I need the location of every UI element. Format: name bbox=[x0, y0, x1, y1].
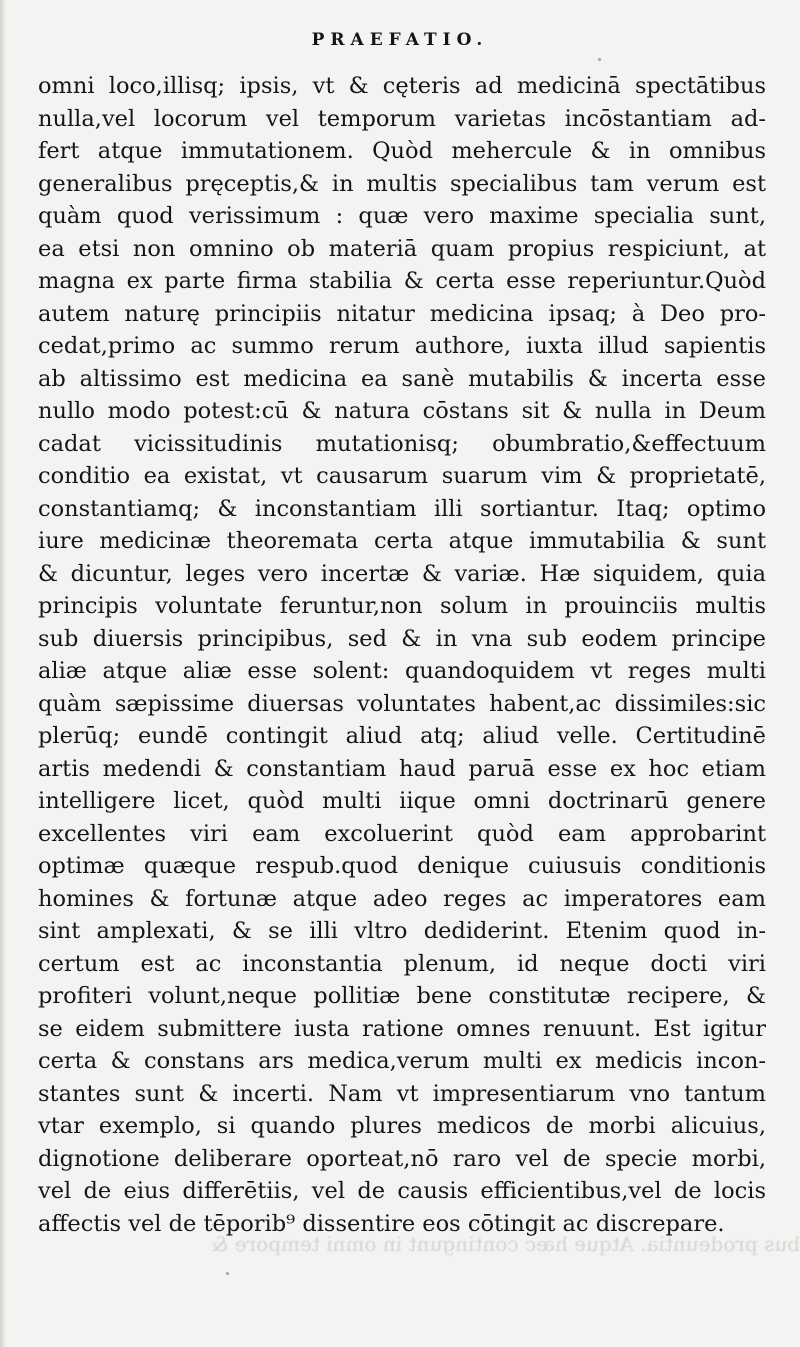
text-line: fert atque immutationem. Quòd mehercule & in omnibus bbox=[38, 138, 766, 164]
text-line: dignotione deliberare oporteat,nō raro vel de specie morbi, bbox=[38, 1145, 766, 1172]
text-line: artis medendi & constantiam haud paruā esse ex hoc etiam bbox=[38, 755, 766, 782]
text-line: generalibus pręceptis,& in multis specialibus tam verum est bbox=[38, 170, 766, 197]
text-line: ab altissimo est medicina ea sanè mutabilis & incerta esse bbox=[38, 365, 766, 392]
bleed-through-text: bus prodeuntia. Atque hæc contingunt in omni tempore & bbox=[210, 1232, 800, 1256]
text-line: certum est ac inconstantia plenum, id neque docti viri bbox=[38, 950, 766, 977]
ink-speck bbox=[598, 58, 601, 61]
text-line: omni loco,illisq; ipsis, vt & cęteris ad medicinā spectātibus bbox=[38, 73, 766, 99]
text-line: intelligere licet, quòd multi iique omni doctrinarū genere bbox=[38, 788, 766, 814]
text-line: nullo modo potest:cū & natura cōstans sit & nulla in Deum bbox=[38, 398, 766, 424]
text-line: quàm sæpissime diuersas voluntates habent,ac dissimiles:sic bbox=[38, 690, 766, 717]
ink-speck bbox=[226, 1272, 229, 1275]
text-line: sub diuersis principibus, sed & in vna sub eodem principe bbox=[38, 625, 766, 652]
text-line: cedat,primo ac summo rerum authore, iuxta illud sapientis bbox=[38, 333, 766, 359]
text-line: optimæ quæque respub.quod denique cuiusuis conditionis bbox=[38, 853, 766, 879]
text-line: quàm quod verissimum : quæ vero maxime specialia sunt, bbox=[38, 203, 766, 229]
text-line: sint amplexati, & se illi vltro dediderint. Etenim quod in- bbox=[38, 918, 766, 944]
text-line: plerūq; eundē contingit aliud atq; aliud velle. Certitudinē bbox=[38, 723, 766, 749]
text-line: cadat vicissitudinis mutationisq; obumbratio,&effectuum bbox=[38, 430, 766, 457]
text-line: affectis vel de tēporib⁹ dissentire eos cōtingit ac discrepare. bbox=[38, 1210, 725, 1237]
text-line: conditio ea existat, vt causarum suarum vim & proprietatē, bbox=[38, 463, 766, 489]
text-line: certa & constans ars medica,verum multi ex medicis incon- bbox=[38, 1048, 766, 1074]
text-line: vel de eius differētiis, vel de causis efficientibus,vel de locis bbox=[38, 1178, 766, 1204]
text-line: homines & fortunæ atque adeo reges ac imperatores eam bbox=[38, 885, 766, 912]
text-line: magna ex parte firma stabilia & certa esse reperiuntur.Quòd bbox=[38, 268, 766, 294]
text-line: iure medicinæ theoremata certa atque immutabilia & sunt bbox=[38, 528, 766, 554]
text-line: aliæ atque aliæ esse solent: quandoquidem vt reges multi bbox=[38, 658, 766, 684]
text-line: nulla,vel locorum vel temporum varietas incōstantiam ad- bbox=[38, 105, 766, 132]
text-line: stantes sunt & incerti. Nam vt impresentiarum vno tantum bbox=[38, 1080, 766, 1107]
text-line: & dicuntur, leges vero incertæ & variæ. Hæ siquidem, quia bbox=[38, 560, 766, 587]
text-line: ea etsi non omnino ob materiā quam propius respiciunt, at bbox=[38, 235, 766, 262]
text-line: principis voluntate feruntur,non solum in prouinciis multis bbox=[38, 593, 766, 619]
text-line: profiteri volunt,neque pollitiæ bene constitutæ recipere, & bbox=[38, 983, 766, 1009]
text-line: constantiamq; & inconstantiam illi sortiantur. Itaq; optimo bbox=[38, 495, 766, 522]
text-line: se eidem submittere iusta ratione omnes renuunt. Est igitur bbox=[38, 1015, 766, 1042]
page-gutter-shadow bbox=[0, 0, 6, 1347]
text-line: autem naturę principiis nitatur medicina ipsaq; à Deo pro- bbox=[38, 300, 766, 327]
text-line: vtar exemplo, si quando plures medicos de morbi alicuius, bbox=[38, 1113, 766, 1139]
text-line: excellentes viri eam excoluerint quòd eam approbarint bbox=[38, 820, 766, 847]
running-head: PRAEFATIO. bbox=[311, 30, 489, 50]
body-text bbox=[38, 70, 766, 1240]
